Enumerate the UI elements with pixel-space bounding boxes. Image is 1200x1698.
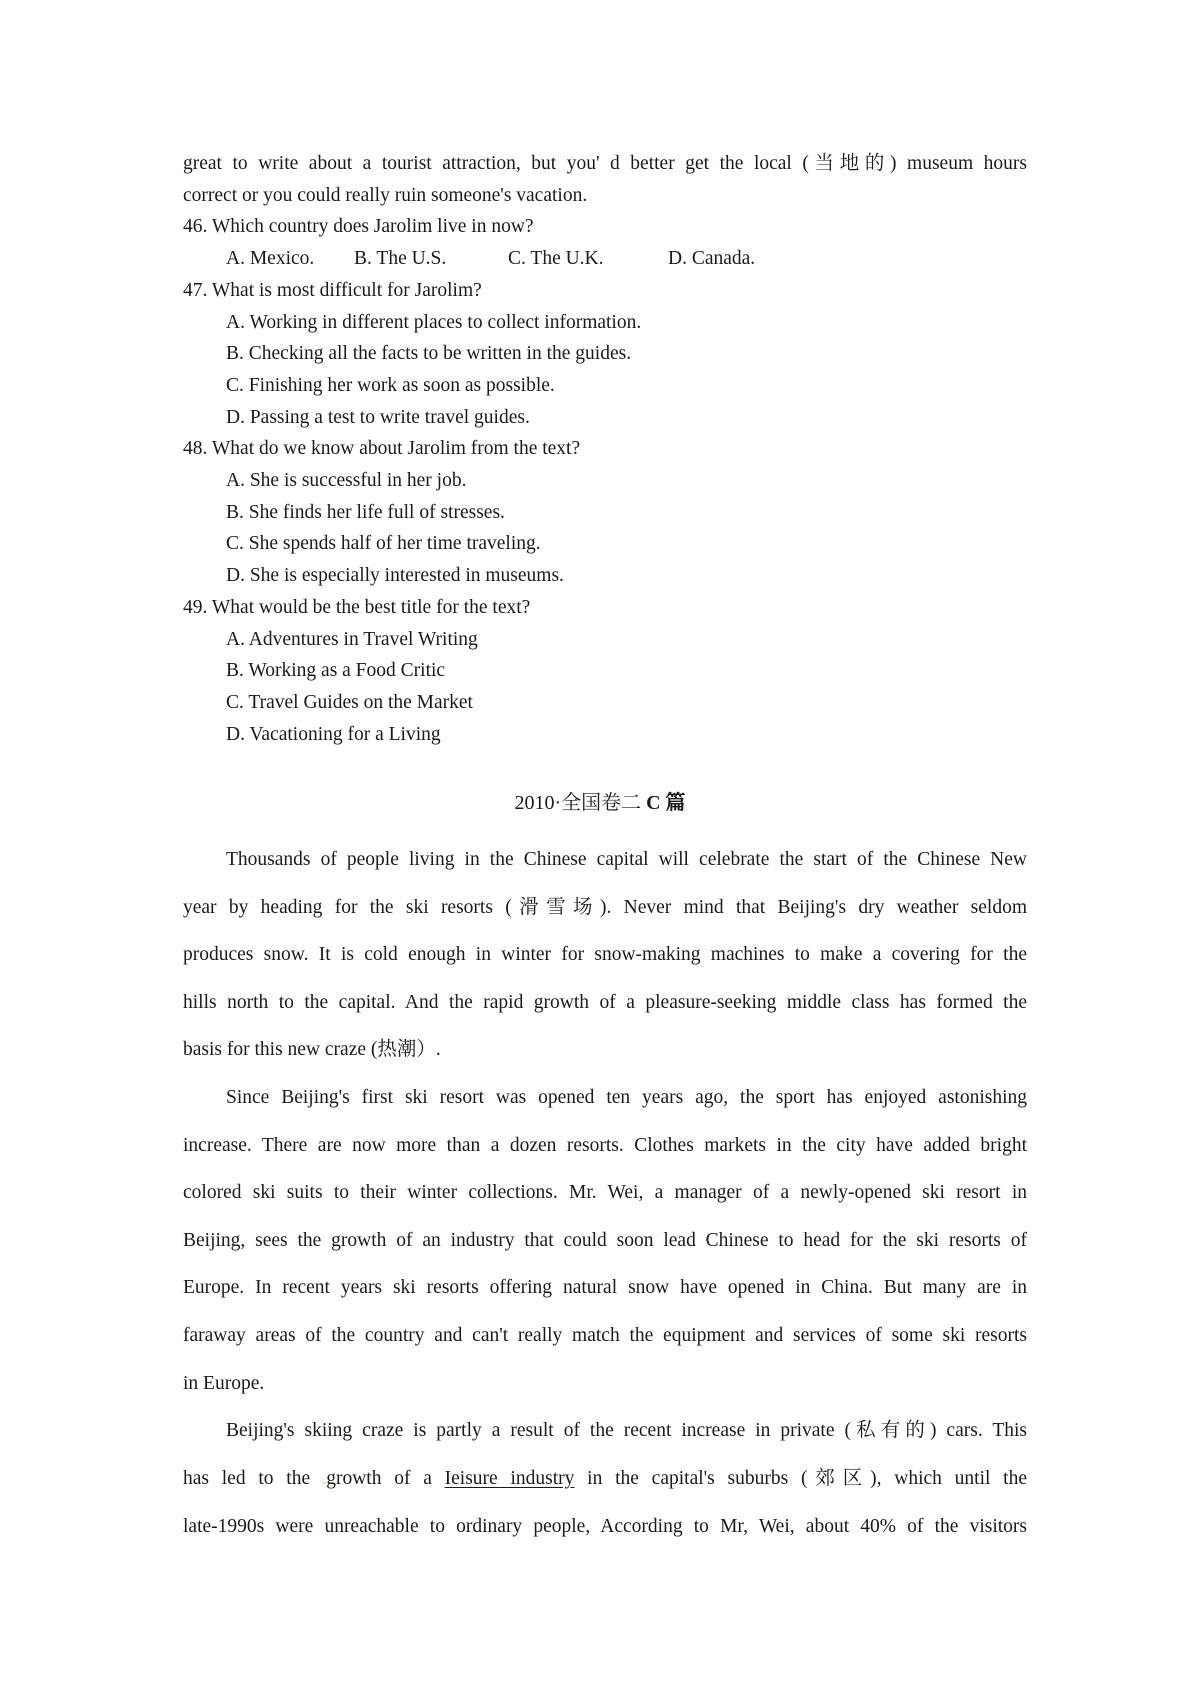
option-47-b: B. Checking all the facts to be written in the guides. [226, 343, 632, 365]
underlined-phrase: Ieisure industry [444, 1467, 575, 1489]
passage-line: in Europe. [183, 1372, 265, 1394]
passage-line: Europe. In recent years ski resorts offering natural snow have opened in China. But many are in [183, 1277, 1027, 1299]
section-title-label: C 篇 [646, 792, 686, 814]
question-46: 46. Which country does Jarolim live in now? [183, 216, 534, 238]
passage-text: growth of a [326, 1467, 445, 1489]
option-49-c: C. Travel Guides on the Market [226, 691, 473, 713]
option-48-a: A. She is successful in her job. [226, 470, 467, 492]
section-title [0, 788, 1200, 818]
intro-line: great to write about a tourist attraction, but you' d better get the local (当地的) museum hours [183, 153, 1027, 174]
options-46 [226, 243, 1027, 275]
option-48-d: D. She is especially interested in museums. [226, 565, 564, 587]
passage-line: colored ski suits to their winter collections. Mr. Wei, a manager of a newly-opened ski resort in [183, 1182, 1027, 1204]
passage-line: late-1990s were unreachable to ordinary people, According to Mr, Wei, about 40% of the visitors [183, 1516, 1027, 1538]
reading-passage [183, 836, 1027, 1551]
edit-mark: ˳ [322, 1473, 327, 1485]
option-49-d: D. Vacationing for a Living [226, 723, 441, 745]
passage-line: increase. There are now more than a dozen resorts. Clothes markets in the city have added bright [183, 1134, 1027, 1156]
question-48: 48. What do we know about Jarolim from the text? [183, 438, 581, 460]
passage-line: basis for this new craze (热潮）. [183, 1039, 441, 1061]
option-46-b: B. The U.S. [354, 248, 447, 270]
question-49: 49. What would be the best title for the text? [183, 596, 531, 618]
option-47-d: D. Passing a test to write travel guides. [226, 406, 530, 428]
passage-line: produces snow. It is cold enough in winter for snow-making machines to make a covering for the [183, 944, 1027, 966]
question-47: 47. What is most difficult for Jarolim? [183, 279, 482, 301]
option-46-d: D. Canada. [668, 248, 756, 270]
option-46-a: A. Mexico. [226, 248, 315, 270]
question-block [183, 148, 1027, 750]
passage-text: has led to the [183, 1467, 323, 1489]
option-48-c: C. She spends half of her time traveling. [226, 533, 541, 555]
passage-line [183, 1455, 1027, 1503]
option-47-a: A. Working in different places to collect information. [226, 311, 642, 333]
passage-line: faraway areas of the country and can't really match the equipment and services of some ski resorts [183, 1324, 1027, 1346]
passage-line: Beijing, sees the growth of an industry that could soon lead Chinese to head for the ski resorts of [183, 1229, 1027, 1251]
intro-line: correct or you could really ruin someone's vacation. [183, 184, 588, 206]
option-49-a: A. Adventures in Travel Writing [226, 628, 478, 650]
passage-line: Beijing's skiing craze is partly a result of the recent increase in private (私有的) cars. This [226, 1420, 1027, 1442]
passage-line: hills north to the capital. And the rapid growth of a pleasure-seeking middle class has formed the [183, 991, 1027, 1013]
option-47-c: C. Finishing her work as soon as possible. [226, 374, 555, 396]
section-title-prefix: 2010·全国卷二 [514, 792, 647, 814]
option-48-b: B. She finds her life full of stresses. [226, 501, 505, 523]
option-46-c: C. The U.K. [508, 248, 604, 270]
option-49-b: B. Working as a Food Critic [226, 660, 446, 682]
passage-line: year by heading for the ski resorts (滑雪场). Never mind that Beijing's dry weather seldom [183, 896, 1027, 918]
passage-line: Since Beijing's first ski resort was opened ten years ago, the sport has enjoyed astonishing [226, 1086, 1027, 1108]
passage-text: in the capital's suburbs (郊区), which until the [574, 1467, 1028, 1489]
passage-line: Thousands of people living in the Chinese capital will celebrate the start of the Chinese New [226, 849, 1027, 870]
